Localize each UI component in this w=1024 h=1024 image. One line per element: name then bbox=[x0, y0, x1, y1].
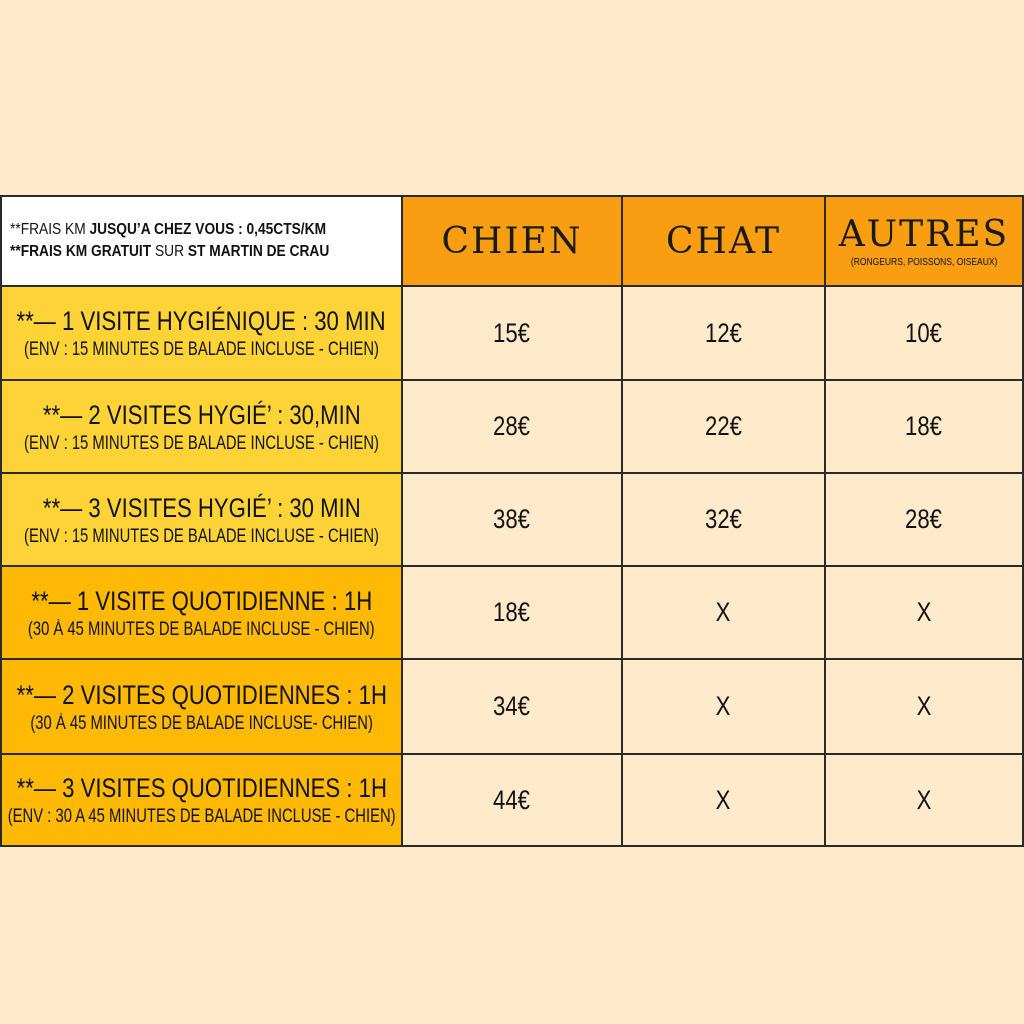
service-subtitle: (30 À 45 MINUTES DE BALADE INCLUSE - CHIEN) bbox=[28, 618, 375, 640]
service-label bbox=[0, 381, 403, 474]
service-title: **— 1 VISITE QUOTIDIENNE : 1H bbox=[31, 585, 372, 616]
service-title: **— 3 VISITES HYGIÉ’ : 30 MIN bbox=[42, 492, 361, 523]
price-cell bbox=[403, 755, 623, 847]
price-value: 18€ bbox=[493, 597, 531, 627]
price-value: 34€ bbox=[493, 691, 531, 721]
column-header-chien bbox=[403, 195, 623, 287]
price-cell bbox=[623, 381, 826, 474]
service-label bbox=[0, 287, 403, 381]
price-cell bbox=[623, 660, 826, 755]
price-value: 15€ bbox=[493, 317, 531, 348]
column-title: CHAT bbox=[666, 220, 781, 262]
note-bold: **FRAIS KM GRATUIT bbox=[10, 243, 152, 260]
note-bold: ST MARTIN DE CRAU bbox=[187, 243, 330, 260]
service-label bbox=[0, 660, 403, 755]
price-cell bbox=[826, 567, 1024, 660]
price-cell bbox=[623, 755, 826, 847]
service-subtitle: (30 À 45 MINUTES DE BALADE INCLUSE- CHIEN) bbox=[30, 712, 373, 734]
service-title: **— 3 VISITES QUOTIDIENNES : 1H bbox=[16, 773, 387, 803]
note-bold: JUSQU’A CHEZ VOUS : 0,45CTS/KM bbox=[89, 221, 327, 238]
km-fees-note bbox=[0, 195, 403, 287]
free-km-line bbox=[10, 241, 329, 263]
service-subtitle: (ENV : 30 A 45 MINUTES DE BALADE INCLUSE - CHIEN) bbox=[7, 806, 396, 827]
price-value: X bbox=[716, 597, 731, 627]
price-cell bbox=[403, 287, 623, 381]
price-cell bbox=[623, 287, 826, 381]
service-subtitle: (ENV : 15 MINUTES DE BALADE INCLUSE - CHIEN) bbox=[24, 525, 379, 547]
price-value: X bbox=[716, 691, 731, 721]
service-label bbox=[0, 755, 403, 847]
price-cell bbox=[403, 567, 623, 660]
price-cell bbox=[623, 567, 826, 660]
column-title: CHIEN bbox=[441, 220, 583, 262]
service-title: **— 2 VISITES HYGIÉ’ : 30,MIN bbox=[42, 399, 361, 430]
price-value: 44€ bbox=[493, 784, 531, 815]
price-value: X bbox=[916, 691, 932, 721]
service-subtitle: (ENV : 15 MINUTES DE BALADE INCLUSE - CHIEN) bbox=[24, 339, 379, 360]
service-label bbox=[0, 474, 403, 567]
column-header-chat bbox=[623, 195, 826, 287]
price-value: 38€ bbox=[493, 504, 531, 534]
price-value: 12€ bbox=[705, 317, 742, 348]
column-subtitle: (RONGEURS, POISSONS, OISEAUX) bbox=[850, 257, 998, 268]
price-cell bbox=[826, 755, 1024, 847]
price-value: X bbox=[916, 597, 932, 627]
service-subtitle: (ENV : 15 MINUTES DE BALADE INCLUSE - CHIEN) bbox=[24, 432, 379, 454]
price-cell bbox=[826, 660, 1024, 755]
price-cell bbox=[826, 381, 1024, 474]
price-cell bbox=[403, 381, 623, 474]
price-value: 18€ bbox=[905, 411, 943, 441]
price-cell bbox=[623, 474, 826, 567]
note-text: SUR bbox=[151, 243, 188, 260]
price-cell bbox=[403, 660, 623, 755]
service-title: **— 1 VISITE HYGIÉNIQUE : 30 MIN bbox=[16, 306, 387, 336]
price-value: 22€ bbox=[705, 411, 742, 441]
price-value: 28€ bbox=[493, 411, 531, 441]
price-cell bbox=[826, 474, 1024, 567]
price-value: 32€ bbox=[705, 504, 742, 534]
service-label bbox=[0, 567, 403, 660]
km-fees-line bbox=[10, 219, 326, 241]
price-value: 28€ bbox=[905, 504, 943, 534]
price-value: X bbox=[716, 784, 731, 815]
column-header-autres bbox=[826, 195, 1024, 287]
service-title: **— 2 VISITES QUOTIDIENNES : 1H bbox=[16, 679, 387, 710]
price-cell bbox=[826, 287, 1024, 381]
column-title: AUTRES bbox=[838, 214, 1010, 255]
price-value: 10€ bbox=[905, 317, 943, 348]
price-cell bbox=[403, 474, 623, 567]
pricing-table bbox=[0, 195, 1024, 849]
price-value: X bbox=[916, 784, 932, 815]
note-text: **FRAIS KM bbox=[10, 221, 90, 238]
